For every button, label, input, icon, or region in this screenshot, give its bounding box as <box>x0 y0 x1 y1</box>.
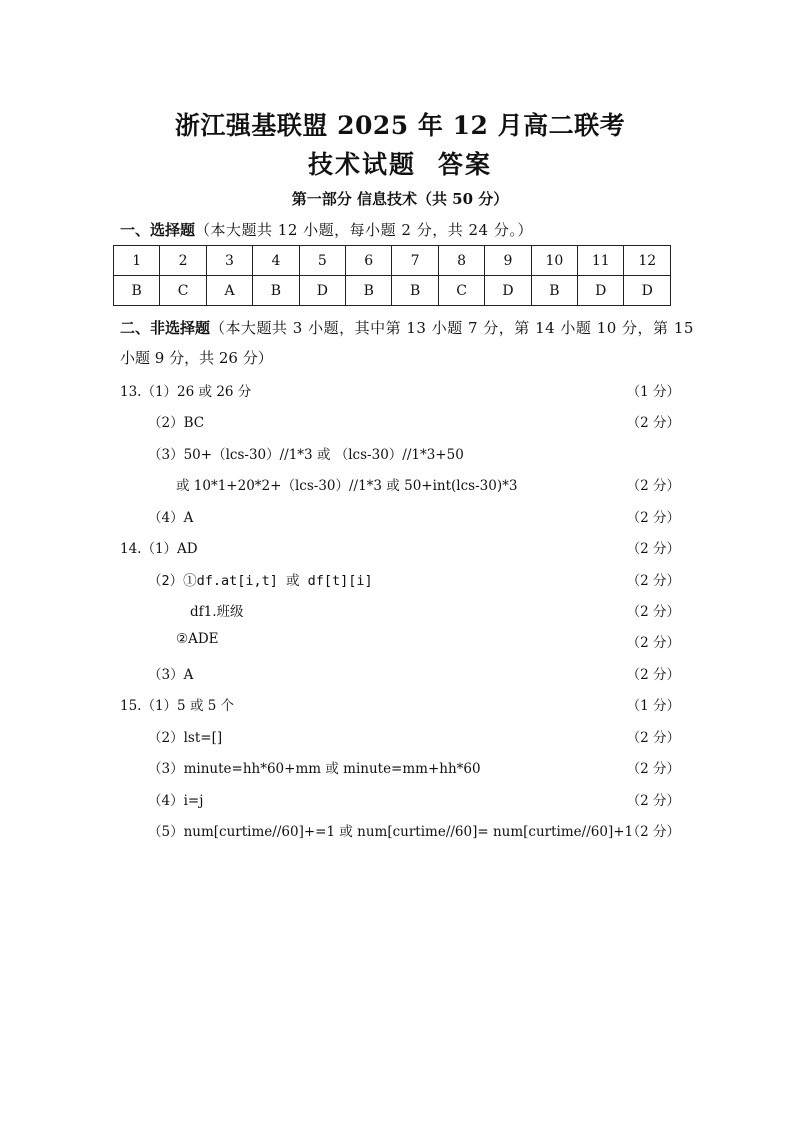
answer-14-3: （3）A <box>148 667 194 683</box>
answer-cell: D <box>578 276 624 306</box>
answer-cell: D <box>624 276 671 306</box>
answer-14-2-blank2: df1.班级 <box>190 604 244 620</box>
answer-cell: B <box>253 276 299 306</box>
answer-cell: D <box>299 276 345 306</box>
score-14-2-1: （2 分） <box>626 573 680 589</box>
score-15-1: （1 分） <box>626 698 680 714</box>
section2-note-line2: 小题 9 分，共 26 分） <box>120 349 273 367</box>
answer-13-1: 13.（1）26 或 26 分 <box>120 384 252 400</box>
section2-heading-line <box>120 317 694 338</box>
answer-13-4: （4）A <box>148 510 194 526</box>
question-number-cell: 6 <box>346 246 392 276</box>
question-number-cell: 7 <box>392 246 438 276</box>
answer-15-2: （2）lst=[] <box>148 730 223 746</box>
answer-cell: C <box>160 276 206 306</box>
answer-15-3: （3）minute=hh*60+mm 或 minute=mm+hh*60 <box>148 761 481 777</box>
question-number-cell: 5 <box>299 246 345 276</box>
answer-cell: A <box>206 276 252 306</box>
score-13-2: （2 分） <box>626 415 680 431</box>
question-number-cell: 1 <box>114 246 160 276</box>
document-title: 浙江强基联盟 2025 年 12 月高二联考 <box>174 111 626 140</box>
section1-note: （本大题共 12 小题，每小题 2 分，共 24 分。） <box>195 221 533 239</box>
section2-heading: 二、非选择题 <box>120 319 211 337</box>
answer-cell: D <box>485 276 531 306</box>
score-14-3: （2 分） <box>626 667 680 683</box>
score-14-1: （2 分） <box>626 541 680 557</box>
score-15-5: （2 分） <box>626 824 680 840</box>
question-number-cell: 10 <box>531 246 577 276</box>
question-number-cell: 2 <box>160 246 206 276</box>
score-14-2-2: （2 分） <box>626 635 680 651</box>
subtitle-subject: 技术试题 <box>307 150 416 179</box>
question-number-cell: 8 <box>438 246 484 276</box>
answer-cell: B <box>531 276 577 306</box>
score-14-2-blank2: （2 分） <box>626 604 680 620</box>
section1-heading: 一、选择题 <box>120 221 196 239</box>
answer-14-2-2: ②ADE <box>176 631 219 647</box>
answer-table-answer-row <box>114 276 671 306</box>
section1-heading-line <box>120 219 533 240</box>
answer-cell: B <box>114 276 160 306</box>
section2-note-line1: （本大题共 3 小题，其中第 13 小题 7 分，第 14 小题 10 分，第 15 <box>210 319 694 337</box>
score-13-1: （1 分） <box>626 384 680 400</box>
answer-15-4: （4）i=j <box>148 793 204 809</box>
answer-13-2: （2）BC <box>148 415 205 431</box>
score-15-4: （2 分） <box>626 793 680 809</box>
answer-table-number-row <box>114 246 671 276</box>
document-subtitle <box>0 145 800 181</box>
question-number-cell: 3 <box>206 246 252 276</box>
answer-cell: B <box>346 276 392 306</box>
part-title: 第一部分 信息技术（共 50 分） <box>291 190 509 208</box>
score-15-2: （2 分） <box>626 730 680 746</box>
answer-13-3: （3）50+（lcs-30）//1*3 或 （lcs-30）//1*3+50 <box>148 447 464 463</box>
answer-15-5: （5）num[curtime//60]+=1 或 num[curtime//60]= num[curtime//60]+1 <box>148 824 634 840</box>
score-15-3: （2 分） <box>626 761 680 777</box>
question-number-cell: 9 <box>485 246 531 276</box>
answer-cell: B <box>392 276 438 306</box>
answer-cell: C <box>438 276 484 306</box>
score-13-4: （2 分） <box>626 510 680 526</box>
answer-table <box>113 245 671 306</box>
question-number-cell: 11 <box>578 246 624 276</box>
question-number-cell: 12 <box>624 246 671 276</box>
answer-13-3-alt: 或 10*1+20*2+（lcs-30）//1*3 或 50+int(lcs-30)*3 <box>176 478 518 494</box>
score-13-3: （2 分） <box>626 478 680 494</box>
subtitle-answer: 答案 <box>438 150 493 179</box>
answer-15-1: 15.（1）5 或 5 个 <box>120 698 235 714</box>
answer-14-1: 14.（1）AD <box>120 541 198 557</box>
question-number-cell: 4 <box>253 246 299 276</box>
answer-14-2-1: （2）①df.at[i,t] 或 df[t][i] <box>148 573 373 589</box>
